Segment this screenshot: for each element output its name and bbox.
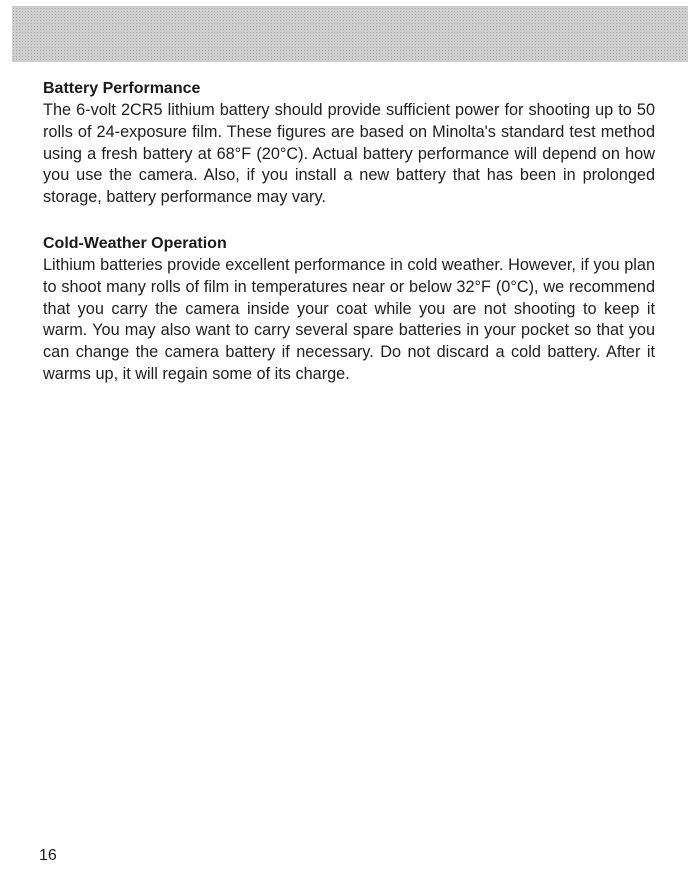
section-body: The 6-volt 2CR5 lithium battery should provide sufficient power for shooting up to 50 rolls of 24-exposure film. These figures are based on Minolta's standard test method using a fresh battery at 68°F (20°C). Actual battery performance will depend on how you use the camera. Also, if you install a new battery that has been in prolonged storage, battery performance may vary. (43, 101, 655, 207)
page-content (43, 78, 655, 386)
cold-weather-operation-section (43, 233, 655, 386)
page-number: 16 (39, 847, 57, 864)
section-heading: Cold-Weather Operation (43, 234, 227, 252)
section-spacer (43, 209, 655, 233)
battery-performance-section (43, 78, 655, 209)
section-heading: Battery Performance (43, 80, 201, 97)
section-body: Lithium batteries provide excellent performance in cold weather. However, if you plan to shoot many rolls of film in temperatures near or below 32°F (0°C), we recommend that you carry the camera inside your coat while you are not shooting to keep it warm. You may also want to carry several spare batteries in your pocket so that you can change the camera battery if necessary. Do not discard a cold battery. After it warms up, it will regain some of its charge. (43, 255, 655, 383)
header-band (12, 6, 688, 62)
